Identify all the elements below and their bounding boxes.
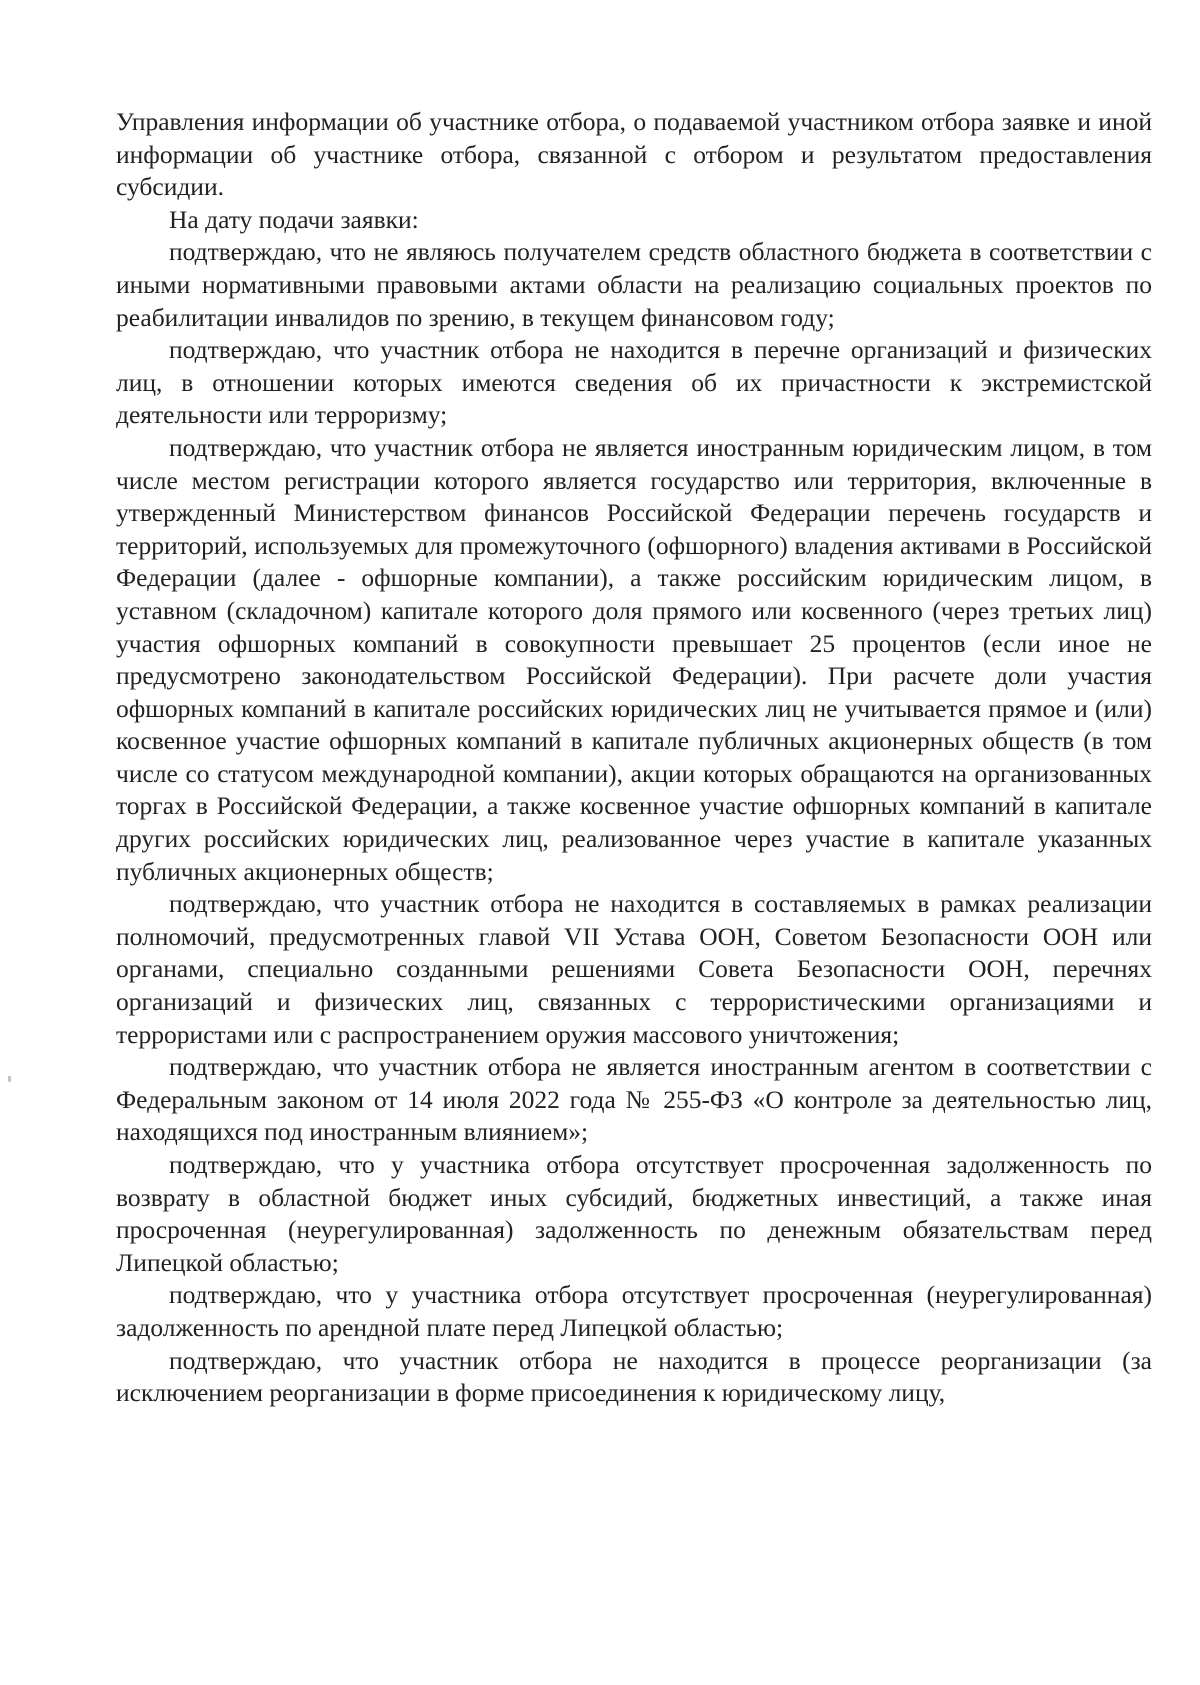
paragraph-not-foreign-entity: подтверждаю, что участник отбора не является иностранным юридическим лицом, в том числе местом регистрации которого является государство или территория, включенные в утвержденный Министерством финансов Российской Федерации перечень государств и территорий, используемых для промежуточного (офшорного) владения активами в Российской Федерации (далее - офшорные компании), а также российским юридическим лицом, в уставном (складочном) капитале которого доля прямого или косвенного (через третьих лиц) участия офшорных компаний в совокупности превышает 25 процентов (если иное не предусмотрено законодательством Российской Федерации). При расчете доли участия офшорных компаний в капитале российских юридических лиц не учитывается прямое и (или) косвенное участие офшорных компаний в капитале публичных акционерных обществ (в том числе со статусом международной компании), акции которых обращаются на организованных торгах в Российской Федерации, а также косвенное участие офшорных компаний в капитале других российских юридических лиц, реализованное через участие в капитале указанных публичных акционерных обществ; xyxy=(116,432,1152,886)
paragraph-continuation: Управления информации об участнике отбора, о подаваемой участником отбора заявке и иной информации об участнике отбора, связанной с отбором и результатом предоставления субсидии. xyxy=(116,107,1152,202)
paragraph-not-foreign-agent: подтверждаю, что участник отбора не является иностранным агентом в соответствии с Федеральным законом от 14 июля 2022 года № 255-ФЗ «О контроле за деятельностью лиц, находящихся под иностранным влиянием»; xyxy=(116,1052,1152,1147)
paragraph-not-extremist-list: подтверждаю, что участник отбора не находится в перечне организаций и физических лиц, в отношении которых имеются сведения об их причастности к экстремистской деятельности или терроризму; xyxy=(116,335,1152,430)
paragraph-not-budget-recipient: подтверждаю, что не являюсь получателем средств областного бюджета в соответствии с иными нормативными правовыми актами области на реализацию социальных проектов по реабилитации инвалидов по зрению, в текущем финансовом году; xyxy=(116,237,1152,332)
paragraph-no-budget-debt: подтверждаю, что у участника отбора отсутствует просроченная задолженность по возврату в областной бюджет иных субсидий, бюджетных инвестиций, а также иная просроченная (неурегулированная) задолженность по денежным обязательствам перед Липецкой областью; xyxy=(116,1150,1152,1277)
paragraph-date-intro: На дату подачи заявки: xyxy=(169,204,419,234)
document-body xyxy=(116,106,1152,1410)
paragraph-not-un-list: подтверждаю, что участник отбора не находится в составляемых в рамках реализации полномочий, предусмотренных главой VII Устава ООН, Советом Безопасности ООН или органами, специально созданными решениями Совета Безопасности ООН, перечнях организаций и физических лиц, связанных с террористическими организациями и террористами или с распространением оружия массового уничтожения; xyxy=(116,889,1152,1049)
scan-artifact xyxy=(8,1076,11,1082)
paragraph-not-reorganizing: подтверждаю, что участник отбора не находится в процессе реорганизации (за исключением реорганизации в форме присоединения к юридическому лицу, xyxy=(116,1345,1152,1408)
paragraph-no-rent-debt: подтверждаю, что у участника отбора отсутствует просроченная (неурегулированная) задолженность по арендной плате перед Липецкой областью; xyxy=(116,1280,1152,1342)
